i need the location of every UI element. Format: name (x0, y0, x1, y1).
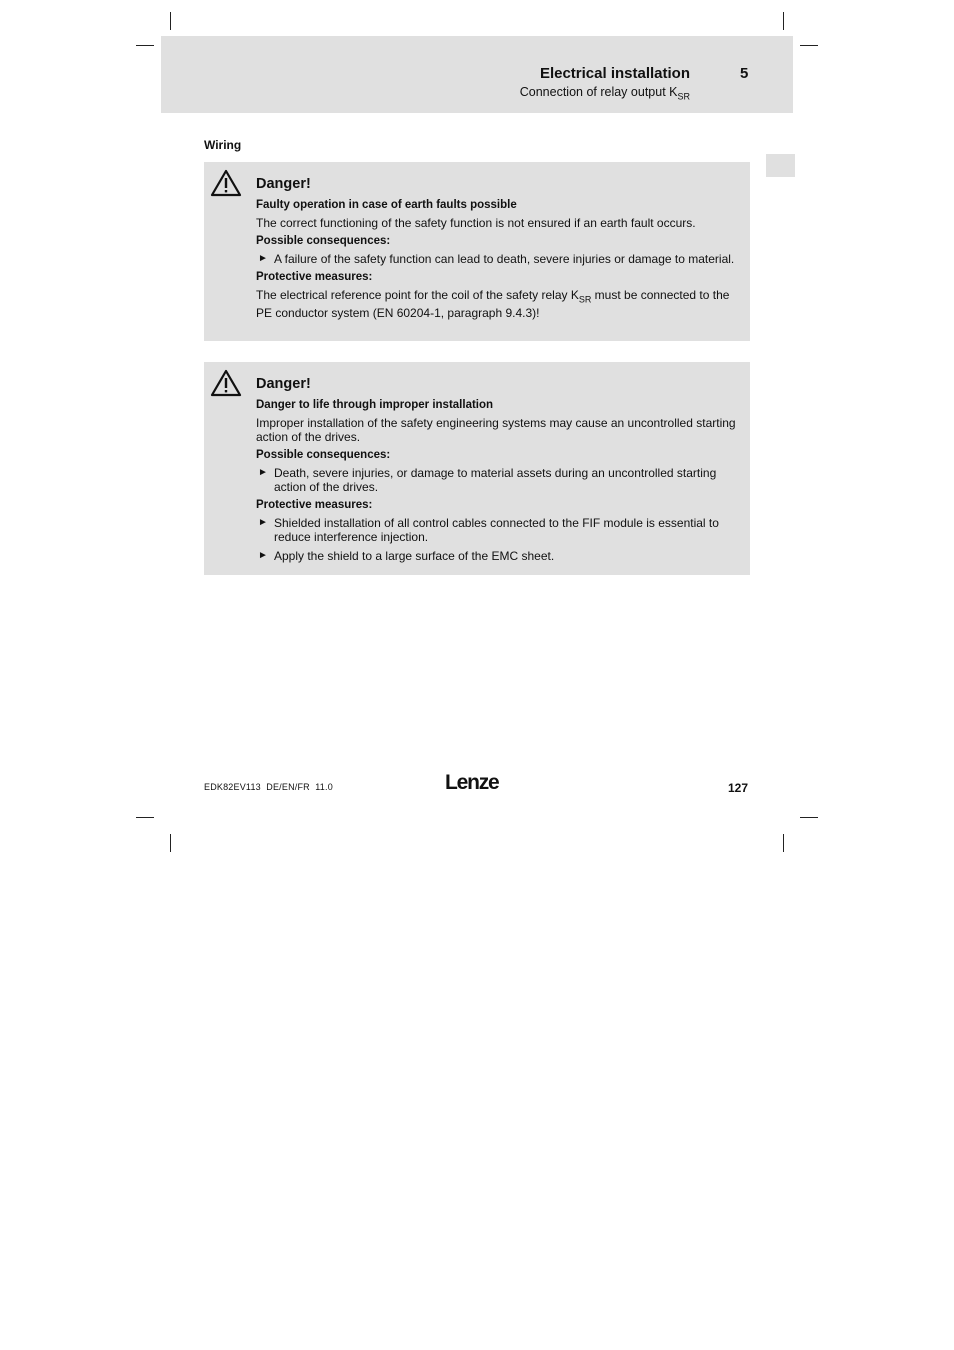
danger-subtitle: Faulty operation in case of earth faults possible (256, 199, 517, 211)
danger-subtitle: Danger to life through improper installation (256, 399, 494, 411)
crop-mark (800, 817, 818, 818)
page-number: 127 (728, 781, 749, 795)
warning-triangle-icon (210, 169, 242, 197)
danger-box (204, 162, 750, 341)
triangle-right-icon: ► (258, 467, 268, 478)
measure-text-after: must be connected to the PE conductor system (EN 60204-1, paragraph 9.4.3)! (256, 288, 730, 321)
consequence-text: Death, severe injuries, or damage to material assets during an uncontrolled starting action of the drives. (274, 466, 717, 494)
list-item (256, 549, 738, 563)
list-item (256, 466, 738, 494)
section-heading: Wiring (204, 138, 242, 152)
crop-mark (170, 12, 171, 30)
crop-mark (783, 12, 784, 30)
lenze-logo (445, 770, 509, 794)
triangle-right-icon: ► (258, 517, 268, 528)
triangle-right-icon: ► (258, 550, 268, 561)
document-code: EDK82EV113 DE/EN/FR 11.0 (204, 782, 333, 792)
danger-description: Improper installation of the safety engineering systems may cause an uncontrolled starting action of the drives. (256, 416, 736, 444)
crop-mark (170, 834, 171, 852)
chapter-number: 5 (740, 65, 749, 82)
subtitle-subscript: SR (677, 91, 690, 102)
consequence-text: A failure of the safety function can lead to death, severe injuries or damage to material. (274, 252, 735, 266)
measure-text: Shielded installation of all control cables connected to the FIF module is essential to reduce interference injection. (274, 516, 719, 544)
chapter-side-tab (766, 154, 795, 177)
warning-triangle-icon (210, 369, 242, 397)
chapter-subtitle (520, 85, 690, 102)
measures-label: Protective measures: (256, 271, 373, 283)
logo-text: Lenze (445, 771, 499, 794)
consequences-label: Possible consequences: (256, 235, 391, 247)
measure-subscript: SR (578, 294, 592, 305)
list-item (256, 252, 738, 266)
crop-mark (783, 834, 784, 852)
crop-mark (136, 817, 154, 818)
triangle-right-icon: ► (258, 253, 268, 264)
measure-text-before: The electrical reference point for the coil of the safety relay K (256, 288, 579, 302)
danger-description: The correct functioning of the safety function is not ensured if an earth fault occurs. (256, 216, 696, 230)
crop-mark (136, 45, 154, 46)
measure-text (256, 288, 738, 320)
header-band (161, 36, 793, 113)
subtitle-text: Connection of relay output K (519, 85, 678, 99)
chapter-title: Electrical installation (539, 65, 690, 82)
danger-box (204, 362, 750, 575)
consequences-label: Possible consequences: (256, 449, 391, 461)
danger-title: Danger! (256, 176, 311, 192)
measures-label: Protective measures: (256, 499, 373, 511)
crop-mark (800, 45, 818, 46)
list-item (256, 516, 738, 544)
danger-title: Danger! (256, 376, 311, 392)
measure-text: Apply the shield to a large surface of the EMC sheet. (274, 549, 555, 563)
